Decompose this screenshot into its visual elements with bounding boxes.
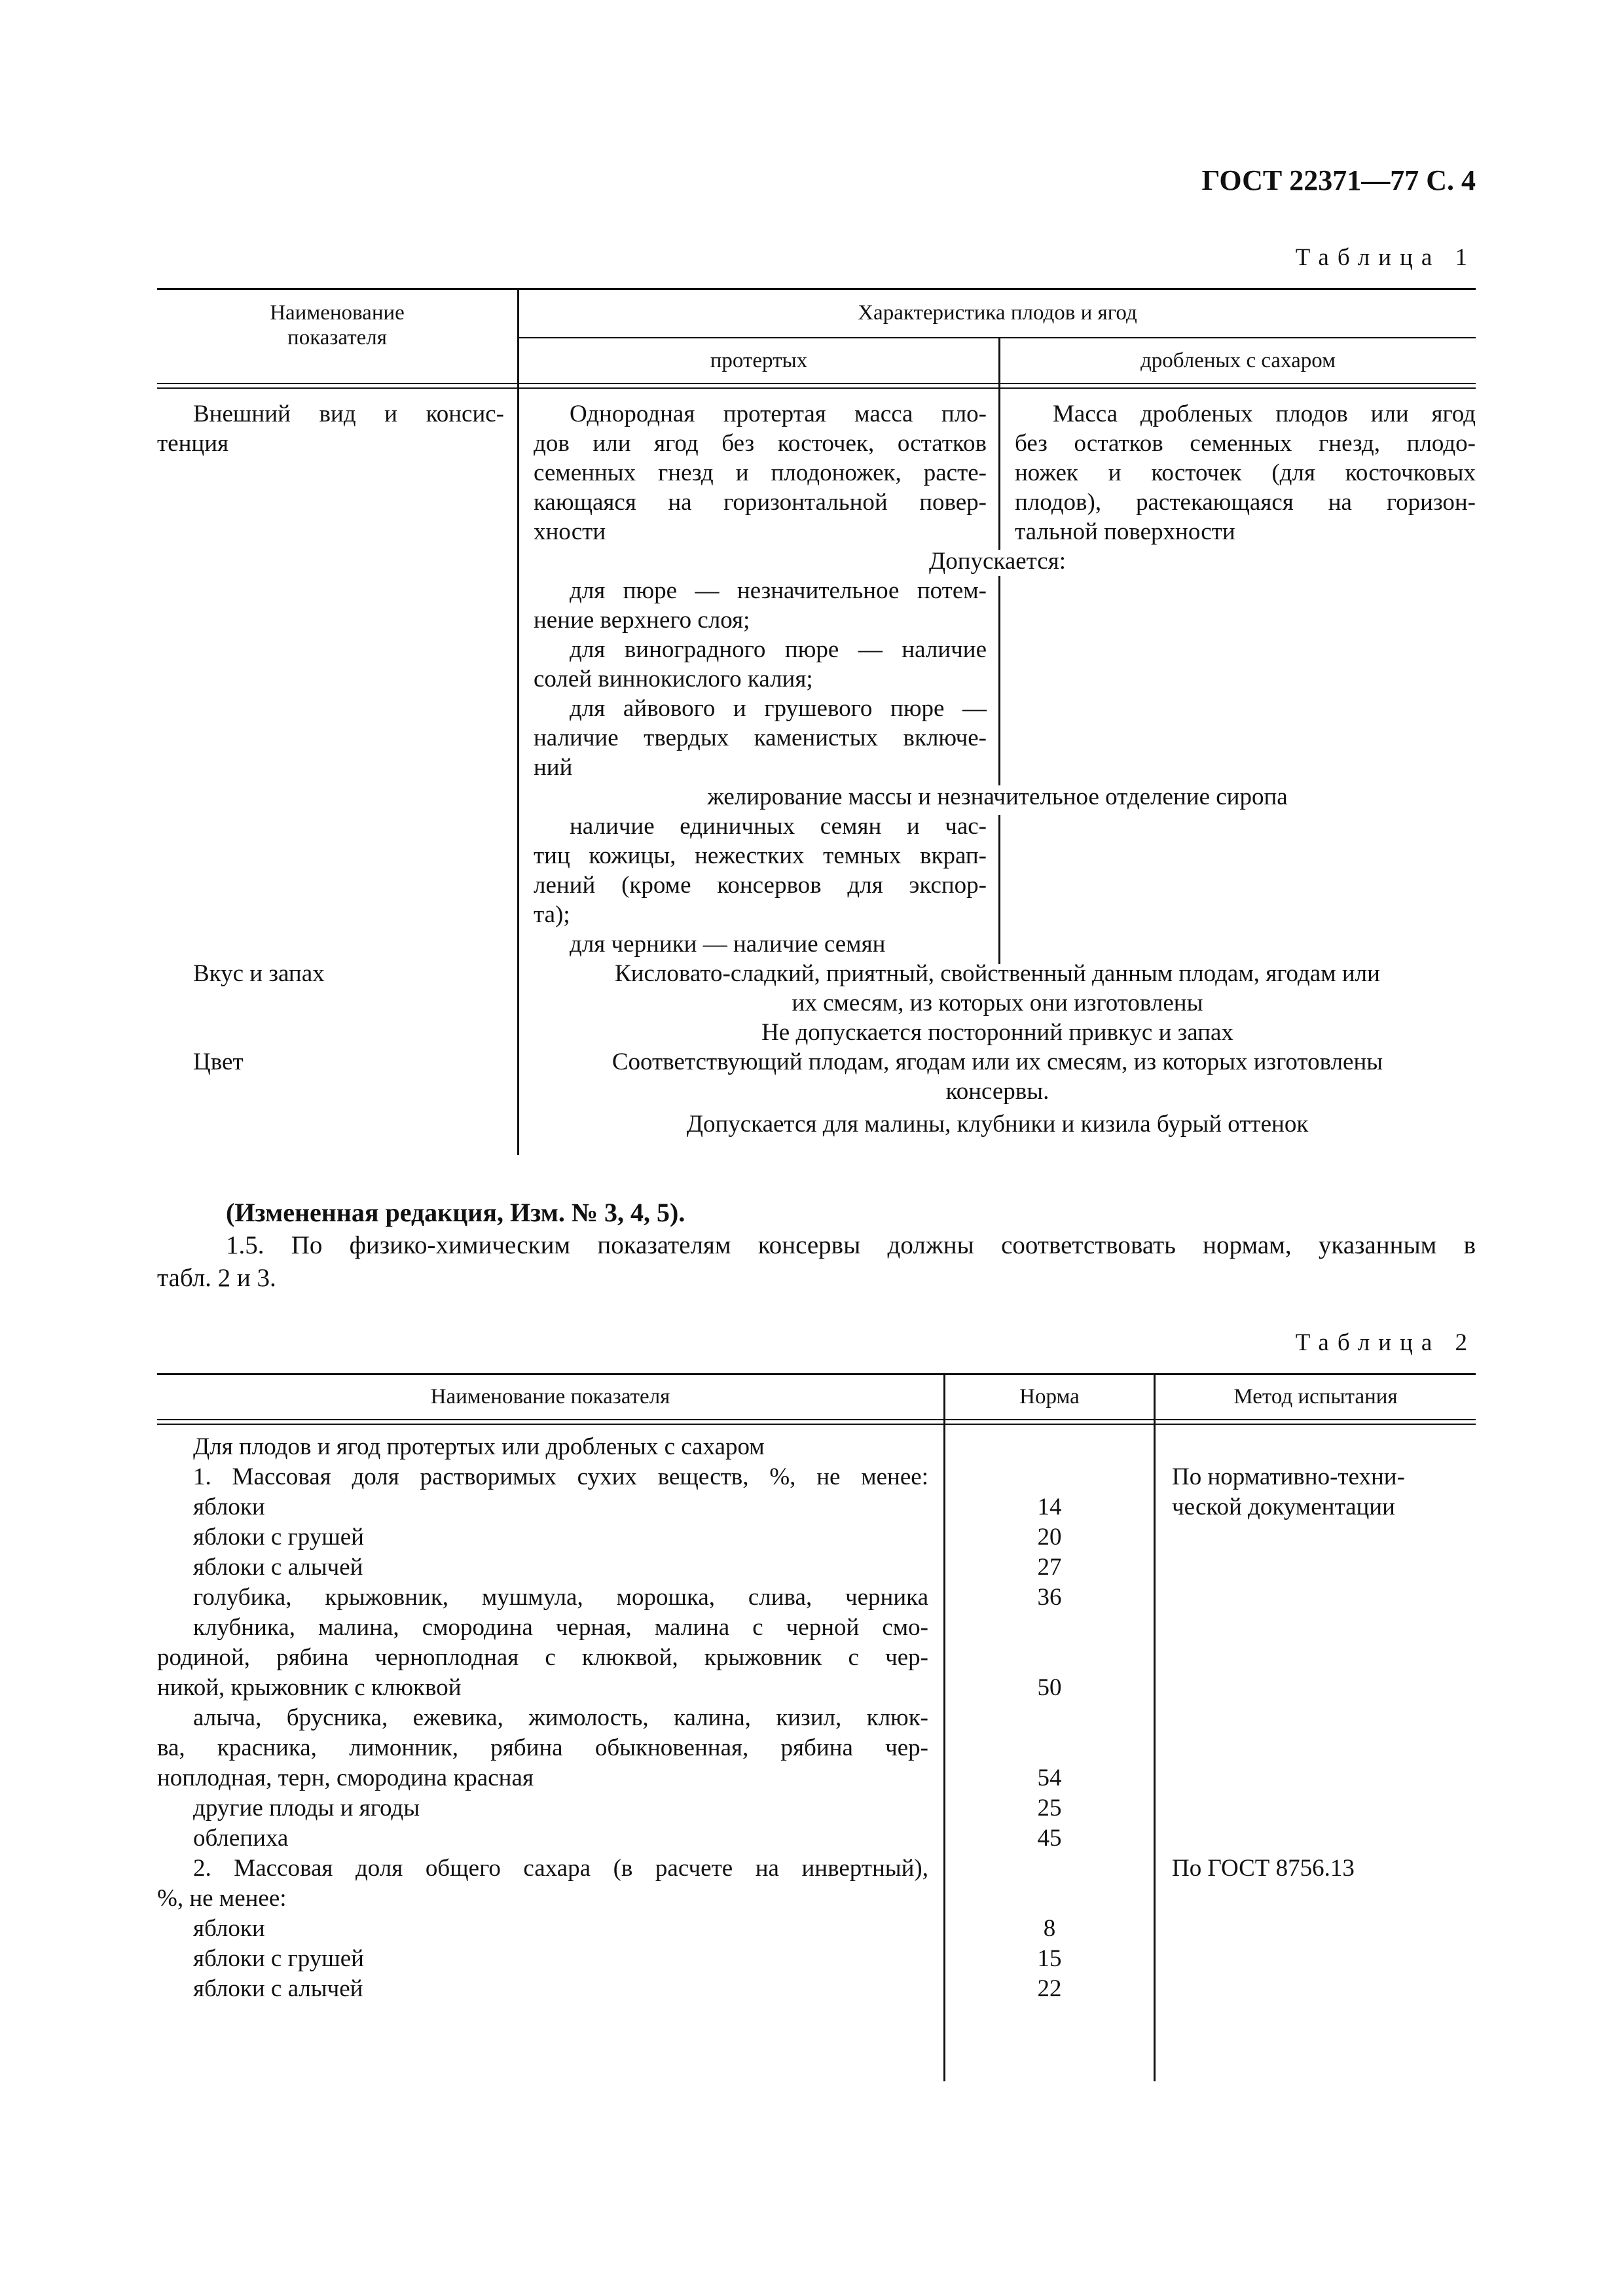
row1-allowed-a-l2: нение верхнего слоя; bbox=[534, 607, 750, 634]
row-taste-l2: их смесям, из которых они изготовлены bbox=[792, 990, 1203, 1016]
table1-header-crushed: дробленых с сахаром bbox=[1140, 349, 1336, 372]
table2-row-norm: 27 bbox=[1037, 1554, 1062, 1581]
table2-row-name: ноплодная, терн, смородина красная bbox=[157, 1765, 534, 1791]
table2-row-norm: 54 bbox=[1037, 1765, 1062, 1791]
table2-row-name: 1. Массовая доля растворимых сухих веществ, %, не менее: bbox=[193, 1463, 928, 1490]
table2-row-norm: 22 bbox=[1037, 1975, 1062, 2002]
table2-row-name: яблоки с грушей bbox=[193, 1524, 364, 1551]
row1-allowed-a-l7: ний bbox=[534, 754, 573, 781]
table2-row-name: яблоки с грушей bbox=[193, 1945, 364, 1972]
table2-row-norm: 20 bbox=[1037, 1524, 1062, 1551]
row1-pureed-l2: дов или ягод без косточек, остатков bbox=[534, 430, 987, 457]
row-color-l1: Соответствующий плодам, ягодам или их смесям, из которых изготовлены bbox=[611, 1049, 1383, 1075]
table1-header-pureed: протертых bbox=[710, 349, 808, 372]
table1-label: Таблица 1 bbox=[1295, 244, 1476, 271]
paragraph-1-5-l1: 1.5. По физико-химическим показателям консервы должны соответствовать нормам, указанным в bbox=[226, 1231, 1476, 1259]
table2-row-method: По ГОСТ 8756.13 bbox=[1172, 1855, 1355, 1882]
row1-crushed-l4: плодов), растекающаяся на горизон- bbox=[1015, 489, 1476, 516]
table2-row-norm: 8 bbox=[1043, 1915, 1056, 1942]
table2-row-norm: 45 bbox=[1037, 1825, 1062, 1852]
table2-row-norm: 15 bbox=[1037, 1945, 1062, 1972]
row1-allowed: Допускается: bbox=[928, 548, 1067, 575]
row-color-name: Цвет bbox=[193, 1049, 244, 1075]
row1-allowed-a-l3: для виноградного пюре — наличие bbox=[570, 636, 987, 663]
table2-row-name: яблоки bbox=[193, 1915, 265, 1942]
table2-header-method: Метод испытания bbox=[1233, 1385, 1398, 1408]
table2-row-name: голубика, крыжовник, мушмула, морошка, слива, черника bbox=[193, 1584, 928, 1611]
table2-row-name: яблоки с алычей bbox=[193, 1975, 363, 2002]
row1-pureed-l1: Однородная протертая масса пло- bbox=[570, 401, 987, 427]
table2-row-norm: 25 bbox=[1037, 1795, 1062, 1821]
row1-allowed-a-l4: солей виннокислого калия; bbox=[534, 666, 813, 692]
table2-row-name: %, не менее: bbox=[157, 1885, 287, 1912]
row-appearance-name-l2: тенция bbox=[157, 430, 229, 457]
row-taste-l3: Не допускается посторонний привкус и запах bbox=[761, 1019, 1233, 1046]
row1-allowed-a-l5: для айвового и грушевого пюре — bbox=[570, 695, 987, 722]
table2-row-method: ческой документации bbox=[1172, 1494, 1395, 1520]
row1-allowed-a-l1: для пюре — незначительное потем- bbox=[570, 577, 987, 604]
row-color-l3: Допускается для малины, клубники и кизила бурый оттенок bbox=[686, 1111, 1309, 1138]
table2-row-norm: 14 bbox=[1037, 1494, 1062, 1520]
table2-row-name: яблоки с алычей bbox=[193, 1554, 363, 1581]
row1-crushed-l5: тальной поверхности bbox=[1015, 518, 1235, 545]
row-appearance-name-l1: Внешний вид и консис- bbox=[193, 401, 504, 427]
row1-pureed-l3: семенных гнезд и плодоножек, расте- bbox=[534, 459, 987, 486]
table2-label: Таблица 2 bbox=[1295, 1329, 1476, 1356]
table2-row-name: ва, красника, лимонник, рябина обыкновенная, рябина чер- bbox=[157, 1734, 928, 1761]
table1-header-name-l2: показателя bbox=[287, 326, 387, 350]
row1-allowed-a2-l1: наличие единичных семян и час- bbox=[570, 813, 987, 840]
table2-header-name: Наименование показателя bbox=[430, 1385, 670, 1408]
row-taste-l1: Кисловато-сладкий, приятный, свойственный данным плодам, ягодам или bbox=[615, 960, 1380, 987]
table2-row-name: Для плодов и ягод протертых или дробленых с сахаром bbox=[193, 1433, 765, 1460]
table2-row-norm: 36 bbox=[1037, 1584, 1062, 1611]
document-header: ГОСТ 22371—77 С. 4 bbox=[1201, 164, 1476, 196]
paragraph-1-5-l2: табл. 2 и 3. bbox=[157, 1264, 276, 1292]
table2-row-name: никой, крыжовник с клюквой bbox=[157, 1674, 462, 1701]
table2-row-norm: 50 bbox=[1037, 1674, 1062, 1701]
row1-pureed-l4: кающаяся на горизонтальной повер- bbox=[534, 489, 987, 516]
row-color-l2: консервы. bbox=[945, 1078, 1049, 1105]
row1-crushed-l3: ножек и косточек (для косточковых bbox=[1015, 459, 1476, 486]
table2-header-norm: Норма bbox=[1019, 1385, 1080, 1408]
row-taste-name: Вкус и запах bbox=[193, 960, 325, 987]
revision-note: (Измененная редакция, Изм. № 3, 4, 5). bbox=[226, 1198, 685, 1227]
table2-row-name: яблоки bbox=[193, 1494, 265, 1520]
row1-allowed-a-l6: наличие твердых каменистых включе- bbox=[534, 725, 987, 751]
table2-row-name: родиной, рябина черноплодная с клюквой, крыжовник с чер- bbox=[157, 1644, 928, 1671]
table1-header-name-l1: Наименование bbox=[270, 301, 405, 325]
row1-crushed-l2: без остатков семенных гнезд, плодо- bbox=[1015, 430, 1476, 457]
table2-row-method: По нормативно-техни- bbox=[1172, 1463, 1405, 1490]
table2-row-name: клубника, малина, смородина черная, малина с черной смо- bbox=[193, 1614, 928, 1641]
row1-allowed-a2-l2: тиц кожицы, нежестких темных вкрап- bbox=[534, 842, 987, 869]
row1-crushed-l1: Масса дробленых плодов или ягод bbox=[1053, 401, 1476, 427]
row1-allowed-a2-l5: для черники — наличие семян bbox=[570, 931, 886, 958]
row1-allowed-a2-l3: лений (кроме консервов для экспор- bbox=[534, 872, 987, 899]
table2-row-name: алыча, брусника, ежевика, жимолость, калина, кизил, клюк- bbox=[193, 1704, 928, 1731]
row1-pureed-l5: хности bbox=[534, 518, 606, 545]
table1-header-group: Характеристика плодов и ягод bbox=[858, 301, 1137, 325]
table2-row-name: другие плоды и ягоды bbox=[193, 1795, 420, 1821]
table2-row-name: облепиха bbox=[193, 1825, 289, 1852]
row1-gel: желирование массы и незначительное отделение сиропа bbox=[707, 783, 1288, 810]
row1-allowed-a2-l4: та); bbox=[534, 901, 570, 928]
table2-row-name: 2. Массовая доля общего сахара (в расчете на инвертный), bbox=[193, 1855, 928, 1882]
